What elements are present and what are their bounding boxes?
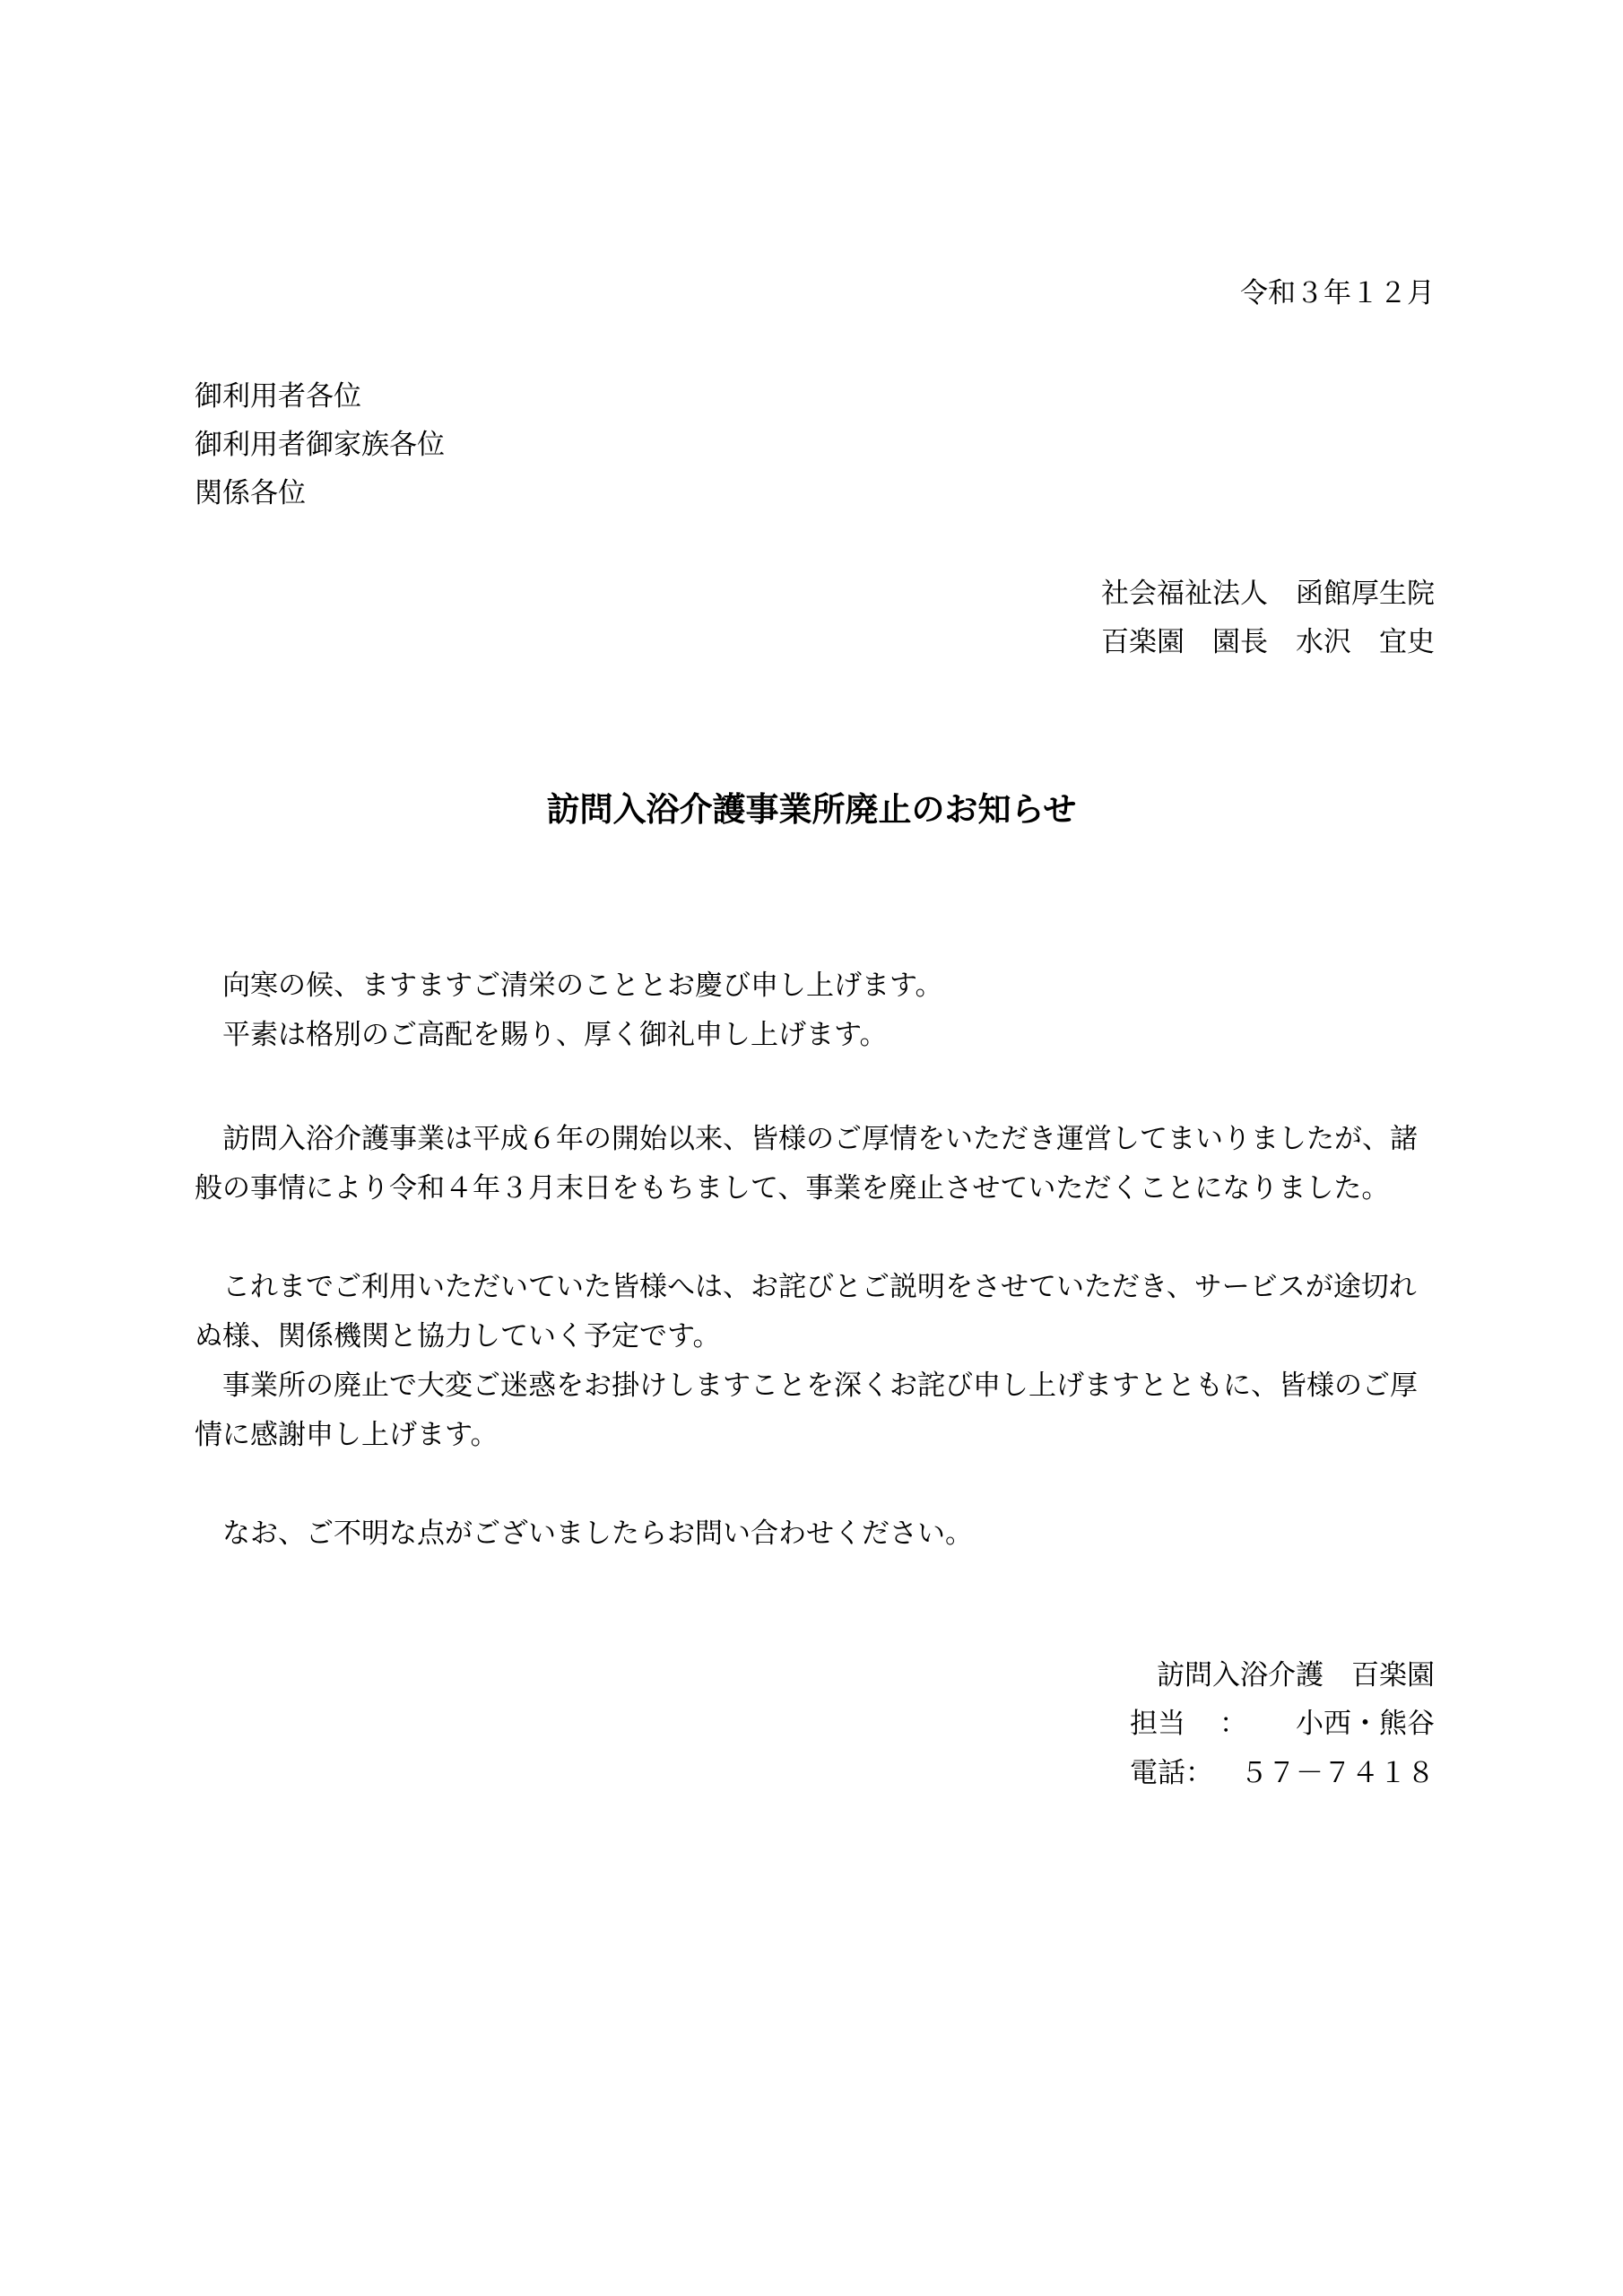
closing-note: なお、ご不明な点がございましたらお問い合わせください。: [222, 1518, 973, 1550]
greeting-line-1: 向寒の候、ますますご清栄のこととお慶び申し上げます。: [222, 970, 943, 1002]
sender-facility-head: 百楽園 園長 水沢 宜史: [1101, 626, 1435, 658]
contact-staff-names: 小西・熊谷: [1296, 1708, 1435, 1740]
recipient-related-parties: 関係各位: [195, 477, 306, 509]
recipient-families: 御利用者御家族各位: [195, 429, 445, 461]
body-paragraph-1: 訪問入浴介護事業は平成６年の開始以来、皆様のご厚情をいただき運営してまいりましたが、諸般の事情により令和４年３月末日をもちまして、事業を廃止させていただくことになりました。: [195, 1123, 1418, 1205]
greeting-line-2: 平素は格別のご高配を賜り、厚く御礼申し上げます。: [222, 1019, 888, 1051]
recipient-users: 御利用者各位: [195, 380, 361, 413]
contact-department: 訪問入浴介護 百楽園: [1157, 1659, 1435, 1692]
contact-phone-number: ５７－７４１８: [1240, 1757, 1435, 1789]
sender-organization: 社会福祉法人 函館厚生院: [1101, 578, 1435, 610]
issue-date: 令和３年１２月: [1240, 277, 1435, 309]
body-paragraph-2: これまでご利用いただいていた皆様へは、お詫びとご説明をさせていただき、サービスが途切れぬ様、関係機関と協力していく予定です。: [195, 1271, 1417, 1352]
contact-phone-label: 電話：: [1130, 1757, 1213, 1789]
contact-staff-separator: ：: [1219, 1708, 1247, 1740]
body-paragraph-3: 事業所の廃止で大変ご迷惑をお掛けしますことを深くお詫び申し上げますとともに、皆様のご厚情に感謝申し上げます。: [195, 1370, 1418, 1451]
contact-staff-label: 担当: [1130, 1708, 1185, 1740]
document-title: 訪問入浴介護事業所廃止のお知らせ: [546, 790, 1077, 829]
